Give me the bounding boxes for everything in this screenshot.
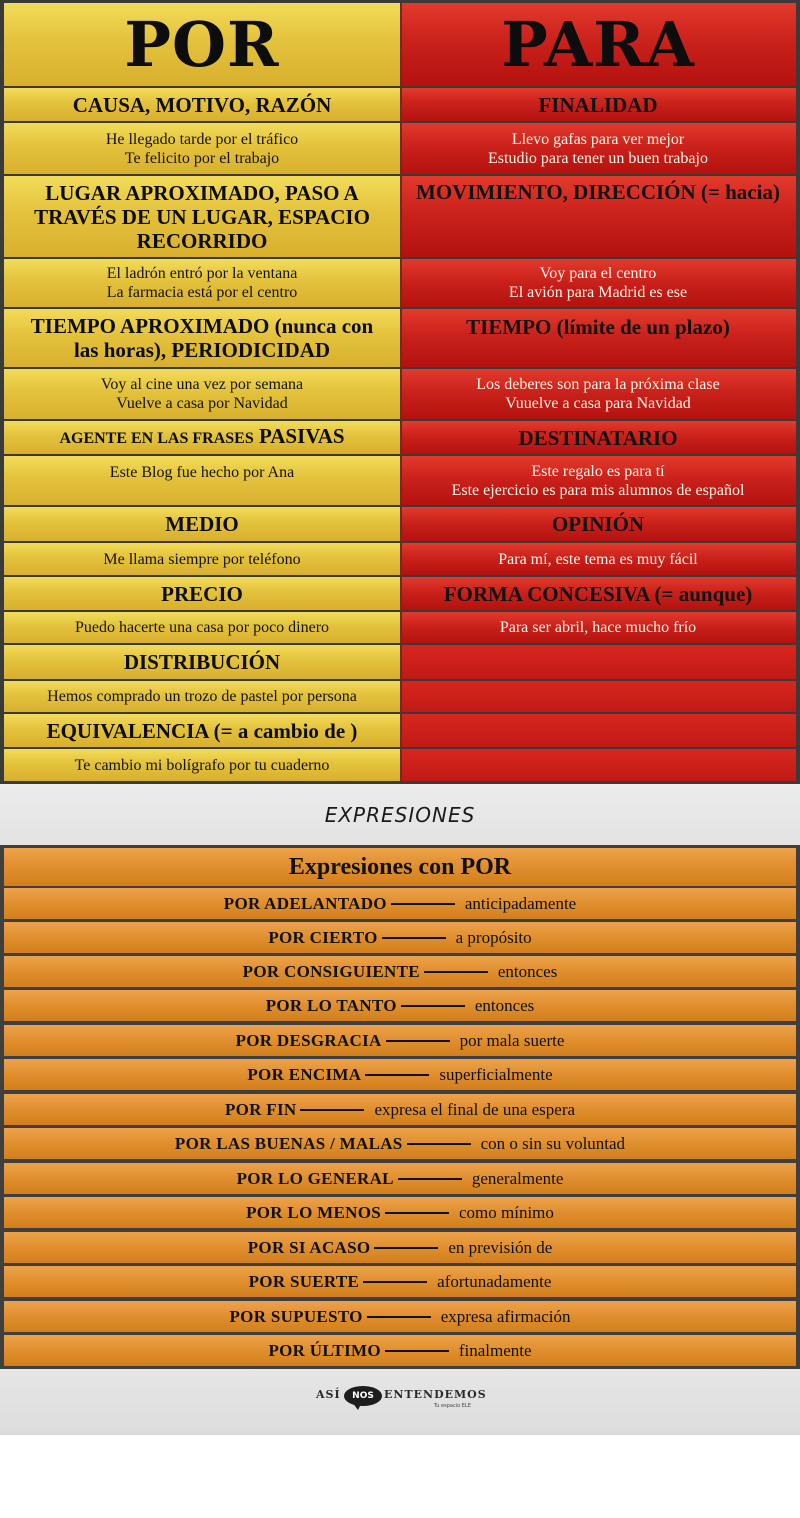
example-line: El avión para Madrid es ese — [508, 284, 688, 301]
expression-meaning: como mínimo — [458, 1202, 554, 1222]
example-line: Hemos comprado un trozo de pastel por persona — [47, 688, 357, 705]
expression-meaning: con o sin su voluntad — [480, 1133, 626, 1153]
expression-key: POR FIN — [224, 1099, 297, 1119]
por-examples-medio — [95, 550, 308, 569]
dash-divider — [386, 1040, 450, 1042]
example-line: Puedo hacerte una casa por poco dinero — [74, 619, 330, 636]
expression-key: POR LO MENOS — [246, 1202, 381, 1222]
expression-meaning: superficialmente — [439, 1064, 553, 1084]
example-line: Te cambio mi bolígrafo por tu cuaderno — [74, 756, 330, 774]
expressions-header — [4, 848, 796, 886]
expression-row — [4, 990, 796, 1021]
por-heading-distribucion: DISTRIBUCIÓN — [123, 650, 281, 674]
expression-key: POR ENCIMA — [247, 1064, 362, 1084]
expression-row — [4, 956, 796, 987]
por-title-cell — [4, 3, 400, 86]
expression-key: POR LO GENERAL — [236, 1168, 394, 1188]
expression-key: POR CIERTO — [268, 927, 378, 947]
para-heading-movimiento: MOVIMIENTO, DIRECCIÓN (= hacia) — [416, 180, 780, 204]
example-line: Vuuelve a casa para Navidad — [505, 395, 691, 412]
por-examples-lugar — [99, 264, 306, 302]
expressions-header-text: Expresiones con POR — [288, 853, 512, 880]
expression-key: POR ADELANTADO — [223, 893, 387, 913]
dash-divider — [401, 1005, 465, 1007]
expression-key: POR CONSIGUIENTE — [242, 961, 420, 981]
dash-divider — [407, 1143, 471, 1145]
expression-meaning: expresa el final de una espera — [374, 1099, 576, 1119]
column-divider — [400, 3, 402, 781]
expression-meaning: finalmente — [458, 1340, 532, 1360]
para-title-cell — [400, 3, 796, 86]
por-heading-precio: PRECIO — [161, 581, 243, 606]
expression-row — [4, 888, 796, 919]
expressions-table — [0, 845, 800, 1369]
por-examples-tiempo — [93, 375, 311, 413]
expression-row — [4, 1094, 796, 1125]
example-line: Este Blog fue hecho por Ana — [109, 464, 295, 481]
example-line: Me llama siempre por teléfono — [103, 550, 301, 568]
para-examples-finalidad — [480, 130, 716, 168]
para-title: PARA — [501, 8, 695, 81]
speech-bubble-icon — [344, 1386, 382, 1406]
por-heading-agente-big: PASIVAS — [258, 424, 345, 448]
por-heading-equivalencia: EQUIVALENCIA (= a cambio de ) — [46, 718, 358, 743]
logo-tagline: Tu espacio ELE — [434, 1403, 471, 1409]
expression-key: POR SUERTE — [248, 1271, 360, 1291]
expresiones-title: EXPRESIONES — [324, 803, 476, 827]
para-examples-destinatario — [444, 462, 753, 500]
para-examples-movimiento — [501, 264, 695, 302]
expression-key: POR DESGRACIA — [235, 1030, 382, 1050]
para-heading-concesiva: FORMA CONCESIVA (= aunque) — [443, 581, 753, 606]
por-heading-causa: CAUSA, MOTIVO, RAZÓN — [72, 92, 332, 117]
example-line: Este ejercicio es para mis alumnos de español — [451, 481, 745, 499]
logo-bubble-text: NOS — [352, 1391, 374, 1401]
example-line: Este regalo es para tí — [531, 462, 665, 480]
para-examples-concesiva — [492, 618, 704, 637]
por-heading-medio: MEDIO — [165, 512, 239, 536]
para-empty-cell — [400, 714, 796, 747]
brand-logo — [316, 1386, 486, 1414]
para-empty-cell — [400, 681, 796, 712]
expression-meaning: afortunadamente — [437, 1271, 552, 1291]
example-line: Para ser abril, hace mucho frío — [499, 619, 697, 636]
expression-row — [4, 1335, 796, 1366]
por-examples-distribucion — [45, 687, 359, 706]
example-line: He llegado tarde por el tráfico — [105, 130, 299, 148]
por-heading-agente-small: AGENTE EN LAS FRASES — [59, 430, 254, 447]
por-title: POR — [124, 8, 280, 81]
example-line: Llevo gafas para ver mejor — [511, 130, 685, 148]
dash-divider — [391, 903, 455, 905]
expression-key: POR ÚLTIMO — [268, 1340, 381, 1360]
example-line: El ladrón entró por la ventana — [106, 265, 298, 282]
expression-row — [4, 922, 796, 953]
expression-meaning: anticipadamente — [464, 893, 577, 913]
expression-meaning: por mala suerte — [459, 1030, 565, 1050]
expression-row — [4, 1197, 796, 1228]
expression-row — [4, 1266, 796, 1297]
expression-meaning: a propósito — [455, 927, 532, 947]
por-heading-lugar: LUGAR APROXIMADO, PASO A TRAVÉS DE UN LUGAR, ESPACIO RECORRIDO — [34, 180, 370, 253]
para-heading-tiempo: TIEMPO (límite de un plazo) — [466, 315, 730, 339]
para-empty-cell — [400, 749, 796, 781]
example-line: Estudio para tener un buen trabajo — [488, 149, 708, 167]
logo-word-right: ENTENDEMOS — [384, 1388, 487, 1401]
para-heading-destinatario: DESTINATARIO — [518, 425, 678, 450]
para-empty-cell — [400, 645, 796, 679]
expression-meaning: expresa afirmación — [440, 1306, 571, 1326]
expression-key: POR LO TANTO — [265, 995, 397, 1015]
dash-divider — [365, 1074, 429, 1076]
dash-divider — [374, 1247, 438, 1249]
speech-bubble-tail — [352, 1402, 362, 1410]
expression-meaning: generalmente — [471, 1168, 564, 1188]
dash-divider — [382, 937, 446, 939]
por-examples-causa — [98, 130, 306, 168]
example-line: Voy al cine una vez por semana — [100, 376, 304, 393]
example-line: Voy para el centro — [539, 265, 657, 282]
expression-meaning: entonces — [474, 995, 535, 1015]
expression-row — [4, 1059, 796, 1090]
por-examples-agente — [102, 463, 302, 482]
expression-key: POR SI ACASO — [247, 1237, 371, 1257]
example-line: Para mí, este tema es muy fácil — [498, 550, 698, 568]
example-line: La farmacia está por el centro — [106, 284, 298, 301]
logo-word-left: ASÍ — [316, 1388, 341, 1401]
expression-meaning: en previsión de — [448, 1237, 553, 1257]
dash-divider — [385, 1212, 449, 1214]
example-line: Vuelve a casa por Navidad — [116, 395, 288, 412]
para-heading-opinion: OPINIÓN — [551, 512, 645, 536]
expression-key: POR SUPUESTO — [229, 1306, 363, 1326]
para-examples-opinion — [490, 550, 705, 569]
dash-divider — [363, 1281, 427, 1283]
para-examples-tiempo — [468, 375, 727, 413]
por-heading-agente — [47, 424, 356, 451]
expression-row — [4, 1025, 796, 1056]
para-heading-finalidad: FINALIDAD — [538, 92, 658, 117]
expression-key: POR LAS BUENAS / MALAS — [174, 1133, 403, 1153]
dash-divider — [424, 971, 488, 973]
expression-row — [4, 1128, 796, 1159]
dash-divider — [367, 1316, 431, 1318]
expression-meaning: entonces — [497, 961, 558, 981]
por-heading-tiempo: TIEMPO APROXIMADO (nunca con las horas), PERIODICIDAD — [30, 314, 374, 362]
example-line: Te felicito por el trabajo — [124, 149, 280, 167]
example-line: Los deberes son para la próxima clase — [476, 376, 720, 393]
dash-divider — [385, 1350, 449, 1352]
por-examples-equivalencia — [67, 756, 338, 775]
expression-row — [4, 1163, 796, 1194]
por-examples-precio — [67, 618, 337, 637]
dash-divider — [398, 1178, 462, 1180]
expression-row — [4, 1301, 796, 1332]
dash-divider — [300, 1109, 364, 1111]
expression-row — [4, 1232, 796, 1263]
